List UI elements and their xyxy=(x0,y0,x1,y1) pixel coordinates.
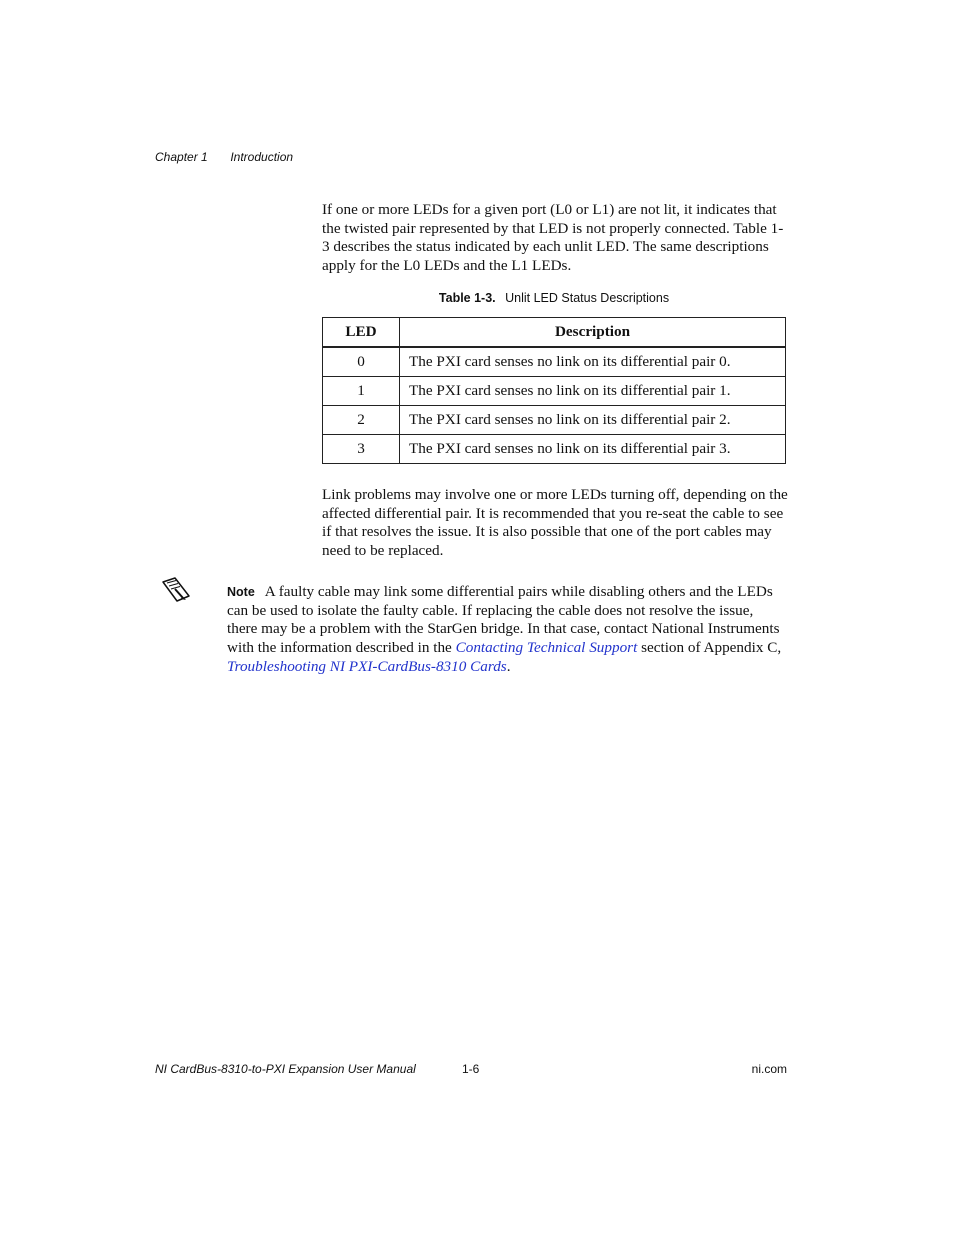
table-row xyxy=(323,347,786,377)
troubleshooting-link[interactable]: Troubleshooting NI PXI-CardBus-8310 Cards xyxy=(227,657,507,675)
note-text-middle: section of Appendix C, xyxy=(637,639,782,657)
table-header-row xyxy=(323,318,786,348)
table-caption-title: Unlit LED Status Descriptions xyxy=(505,291,670,305)
description-cell: The PXI card senses no link on its differential pair 0. xyxy=(400,347,786,377)
note-icon xyxy=(161,576,191,604)
note-text-after: . xyxy=(506,657,511,675)
table-row xyxy=(323,435,786,464)
led-cell: 1 xyxy=(323,377,400,406)
description-cell: The PXI card senses no link on its differential pair 3. xyxy=(400,435,786,464)
note-block xyxy=(227,583,787,677)
note-text-before: A faulty cable may link some differential pairs while disabling others and the LEDs can be used to isolate the faulty cable. If replacing the cable does not resolve the issue, there may be a problem with the StarGen bridge. In that case, contact National Instruments with the information described in the xyxy=(227,583,780,657)
intro-paragraph: If one or more LEDs for a given port (L0 or L1) are not lit, it indicates that the twisted pair represented by that LED is not properly connected. Table 1-3 describes the status indicated by each unlit LED. The same descriptions apply for the L0 LEDs and the L1 LEDs. xyxy=(322,201,784,275)
chapter-label: Chapter 1 xyxy=(155,150,208,164)
table-caption-number: Table 1-3. xyxy=(438,291,496,305)
led-cell: 0 xyxy=(323,347,400,377)
header-led: LED xyxy=(323,318,400,348)
table-caption xyxy=(322,291,786,305)
led-status-table xyxy=(322,317,786,464)
manual-title: NI CardBus-8310-to-PXI Expansion User Manual xyxy=(155,1062,416,1076)
description-cell: The PXI card senses no link on its differential pair 2. xyxy=(400,406,786,435)
website: ni.com xyxy=(751,1062,787,1076)
contacting-technical-support-link[interactable]: Contacting Technical Support xyxy=(455,639,638,657)
led-cell: 3 xyxy=(323,435,400,464)
page-header xyxy=(155,150,293,164)
table-row xyxy=(323,406,786,435)
section-label: Introduction xyxy=(230,150,294,164)
led-cell: 2 xyxy=(323,406,400,435)
link-problems-paragraph: Link problems may involve one or more LEDs turning off, depending on the affected differential pair. It is recommended that you re-seat the cable to see if that resolves the issue. It is also possible that one of the port cables may need to be replaced. xyxy=(322,486,788,560)
note-label: Note xyxy=(227,585,255,599)
description-cell: The PXI card senses no link on its differential pair 1. xyxy=(400,377,786,406)
header-description: Description xyxy=(400,318,786,348)
page-number: 1-6 xyxy=(462,1062,480,1076)
table-row xyxy=(323,377,786,406)
